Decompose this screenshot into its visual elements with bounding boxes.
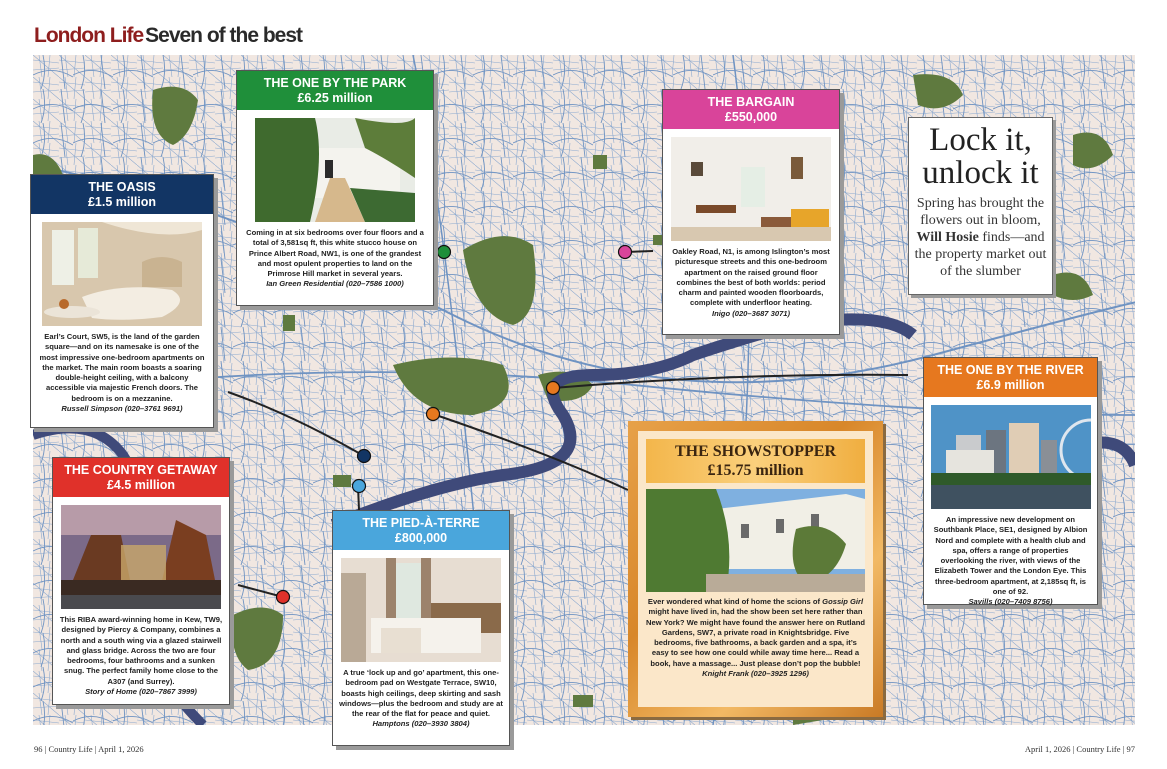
masthead xyxy=(34,24,302,48)
standfirst xyxy=(909,195,1052,280)
white-villa-photo xyxy=(646,489,865,592)
card-showstopper-description-title: Gossip Girl xyxy=(822,597,864,606)
section-name: London Life xyxy=(34,24,144,47)
skyline-photo xyxy=(931,405,1091,509)
card-showstopper-inner xyxy=(638,431,873,707)
card-showstopper-title: THE SHOWSTOPPER xyxy=(674,443,837,460)
card-park-header xyxy=(237,71,433,110)
card-river-price: £6.9 million xyxy=(976,378,1045,392)
pin-oasis[interactable] xyxy=(358,450,371,463)
card-country-body xyxy=(59,615,223,697)
card-showstopper-description-end: might have lived in, had the show been set here rather than New York? We might have found the answer here on Rutland Gardens, SW7, a private road in Knightsbridge. Five bedrooms, five bathrooms, a back garden and a spa, it’s easy to see how one could while away time here... Read a book, have a massage... Just please don’t pop the bubble! xyxy=(646,607,865,668)
card-pied-title: THE PIED-À-TERRE xyxy=(362,516,480,530)
card-river-description: An impressive new development on Southbank Place, SE1, designed by Albion Nord and complete with a health club and spa, offers a range of properties overlooking the river, with views of the Elizabeth Tower and the London Eye. This three-bedroom apartment, at 2,185sq ft, is one of 92. xyxy=(933,515,1088,597)
card-bargain-agent[interactable]: Inigo (020–3687 3071) xyxy=(711,308,791,318)
folio-left: 96 | Country Life | April 1, 2026 xyxy=(34,744,144,754)
bedroom-photo xyxy=(341,558,501,662)
card-bargain xyxy=(662,89,840,335)
card-pied-body xyxy=(339,668,503,730)
card-pied xyxy=(332,510,510,746)
card-showstopper-price: £15.75 million xyxy=(707,462,804,479)
card-pied-description: A true ‘lock up and go’ apartment, this one-bedroom pad on Westgate Terrace, SW10, boasts high ceilings, deep skirting and sash windows—plus the bedroom and study are at the rear of the flat for peace and quiet. xyxy=(339,668,503,719)
card-bargain-title: THE BARGAIN xyxy=(707,95,795,109)
standfirst-text: Spring has brought the flowers out in bloom, xyxy=(916,196,1045,228)
living-room-photo xyxy=(42,222,202,326)
card-showstopper-body xyxy=(646,597,865,679)
card-oasis-header xyxy=(31,175,213,214)
card-pied-header xyxy=(333,511,509,550)
card-oasis xyxy=(30,174,214,428)
card-pied-price: £800,000 xyxy=(394,531,448,545)
card-showstopper-header xyxy=(646,439,865,483)
card-showstopper-agent[interactable]: Knight Frank (020–3925 1296) xyxy=(702,669,809,679)
pin-country[interactable] xyxy=(277,591,290,604)
folio-right: April 1, 2026 | Country Life | 97 xyxy=(1024,744,1135,754)
card-river-agent[interactable]: Savills (020–7409 8756) xyxy=(968,597,1053,607)
author-name: Will Hosie xyxy=(916,230,979,245)
card-river-body xyxy=(930,515,1091,608)
card-country-header xyxy=(53,458,229,497)
card-showstopper xyxy=(628,421,883,717)
card-country-agent[interactable]: Story of Home (020–7867 3999) xyxy=(85,687,197,697)
card-river xyxy=(923,357,1098,605)
pin-pied[interactable] xyxy=(353,480,366,493)
card-country-title: THE COUNTRY GETAWAY xyxy=(64,463,218,477)
card-bargain-price: £550,000 xyxy=(724,110,778,124)
pin-bargain[interactable] xyxy=(619,246,632,259)
dining-room-photo xyxy=(671,137,831,241)
card-oasis-title: THE OASIS xyxy=(88,180,156,194)
house-exterior-photo xyxy=(61,505,221,609)
card-oasis-agent[interactable]: Russell Simpson (020–3761 9691) xyxy=(61,404,183,414)
pin-showstopper[interactable] xyxy=(427,408,440,421)
section-topic: Seven of the best xyxy=(145,24,303,47)
card-river-title: THE ONE BY THE RIVER xyxy=(937,363,1084,377)
pin-river[interactable] xyxy=(547,382,560,395)
pin-park[interactable] xyxy=(438,246,451,259)
card-bargain-body xyxy=(669,247,833,319)
card-pied-agent[interactable]: Hamptons (020–3930 3804) xyxy=(372,719,470,729)
card-park-description: Coming in at six bedrooms over four floors and a total of 3,581sq ft, this white stucco house on Prince Albert Road, NW1, is one of the grandest and most opulent properties to land on the Primrose Hill market in several years. xyxy=(246,228,424,279)
card-park-body xyxy=(243,228,427,290)
headline-line-1: Lock it, xyxy=(929,122,1032,158)
card-bargain-description: Oakley Road, N1, is among Islington’s most picturesque streets and this one-bedroom apartment on the raised ground floor combines the best of both worlds: period charm and painted wooden floorboards, complete with underfloor heating. xyxy=(672,247,830,308)
card-showstopper-description: Ever wondered what kind of home the scions of xyxy=(647,597,821,606)
card-country xyxy=(52,457,230,705)
garden-path-photo xyxy=(255,118,415,222)
card-park-price: £6.25 million xyxy=(297,91,373,105)
card-oasis-description: Earl’s Court, SW5, is the land of the garden square—and on its namesake is one of the most impressive one-bedroom apartments on the market. The main room boasts a soaring double-height ceiling, with a balcony accessible via majestic French doors. The bedroom is on a mezzanine. xyxy=(39,332,205,403)
card-park-agent[interactable]: Ian Green Residential (020–7586 1000) xyxy=(266,279,404,289)
card-bargain-header xyxy=(663,90,839,129)
feature-headline-box xyxy=(908,117,1053,295)
card-park xyxy=(236,70,434,306)
standfirst-text-end: finds—and the property market out of the slumber xyxy=(914,230,1047,279)
card-oasis-body xyxy=(37,332,207,414)
card-park-title: THE ONE BY THE PARK xyxy=(263,76,407,90)
card-country-description: This RIBA award-winning home in Kew, TW9, designed by Piercy & Company, combines a north and a south wing via a glazed stairwell and glass bridge. Across the two are four bedrooms, four bathrooms and a sunken snug. The perfect family home close to the A307 (and Surrey). xyxy=(59,615,223,686)
card-oasis-price: £1.5 million xyxy=(87,195,157,209)
headline-line-2: unlock it xyxy=(922,155,1039,191)
card-country-price: £4.5 million xyxy=(106,478,176,492)
card-river-header xyxy=(924,358,1097,397)
